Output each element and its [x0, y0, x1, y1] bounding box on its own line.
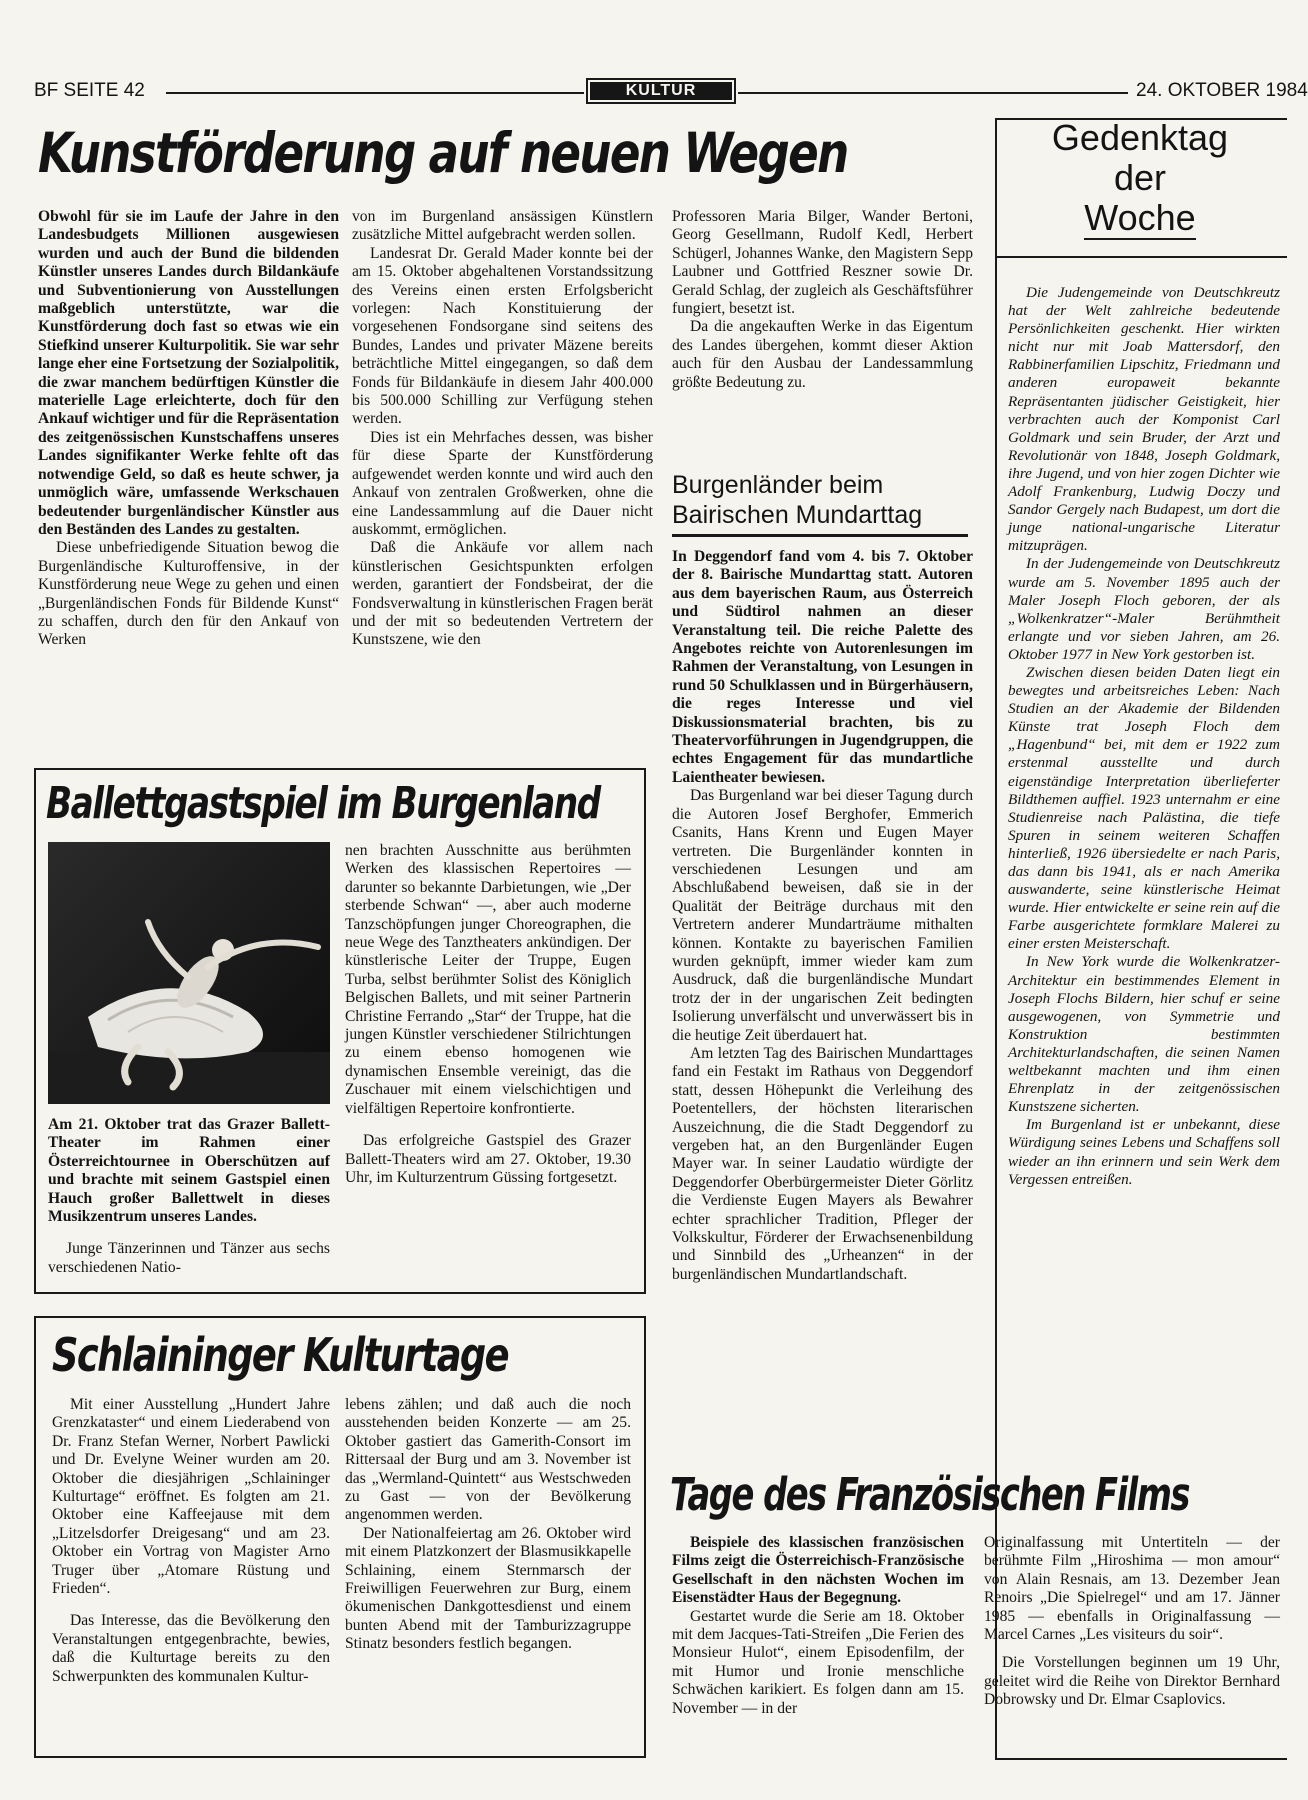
films-col1	[672, 1534, 964, 1718]
main-headline: Kunstförderung auf neuen Wegen	[38, 121, 848, 185]
paragraph: Am letzten Tag des Bairischen Mundarttages fand ein Festakt im Rathaus von Deggendorf statt, dessen Höhepunkt die Verleihung des Poetentellers, der höchsten literarischen Auszeichnung, die die Stadt Deggendorf zu vergeben hat, an den Burgenländer Eugen Mayer war. In seiner Laudatio würdigte der Deggendorfer Oberbürgermeister Dieter Görlitz die Verdienste Eugen Mayers als Bewahrer echter sprachlicher Tradition, Pfleger der Volkskultur, Förderer der Erwachsenenbildung und Sinnbild des „Urheanzen“ in der burgenländischen Mundartlandschaft.	[672, 1044, 973, 1283]
paragraph: lebens zählen; und daß auch die noch ausstehenden beiden Konzerte — am 25. Oktober gastiert das Gamerith-Consort im Rittersaal der Burg und am 3. November ist das „Wermland-Quintett“ aus Westschweden zu Gast — von der Bevölkerung angenommen werden.	[345, 1396, 631, 1524]
section-badge	[586, 78, 736, 104]
main-article-col2	[352, 208, 653, 650]
ballett-col1	[48, 1116, 330, 1277]
mundart-title-line2: Bairischen Mundarttag	[672, 501, 923, 529]
films-headline: Tage des Französischen Films	[670, 1468, 1189, 1521]
mundart-lead: In Deggendorf fand vom 4. bis 7. Oktober der 8. Bairische Mundarttag statt. Autoren aus dem bayerischen Raum, aus Österreich und Südtirol nahmen an dieser Veranstaltung teil. Die reiche Palette des Angebotes reichte von Autorenlesungen im Rahmen der Veranstaltung, von Lesungen in rund 50 Schulklassen und in Bürgerhäusern, die reges Interesse und viel Diskussionsmaterial brachten, bis zu Theatervorführungen in Jugendgruppen, die echtes Engagement für das mundartliche Laientheater bewiesen.	[672, 548, 973, 786]
section-title: KULTUR	[590, 82, 732, 100]
paragraph: von im Burgenland ansässigen Künstlern zusätzliche Mittel aufgebracht werden sollen.	[352, 208, 653, 244]
paragraph: Da die angekauften Werke in das Eigentum des Landes übergehen, kommt dieser Aktion auch für den Ausbau der Landessammlung größte Bedeutung zu.	[672, 318, 973, 391]
paragraph: Diese unbefriedigende Situation bewog die Burgenländische Kulturoffensive, in der Kunstförderung neue Wege zu gehen und einen „Burgenländischen Fonds für Bildende Kunst“ zu schaffen, durch den für den Ankauf von Werken	[38, 539, 339, 649]
paragraph: nen brachten Ausschnitte aus berühmten Werken des klassischen Repertoires — darunter so bekannte Darbietungen, wie „Der sterbende Schwan“ —, aber auch moderne Tanzschöpfungen junger Choreographen, die neue Wege des Tanztheaters ankündigen. Der künstlerische Leiter der Truppe, Eugen Turba, selbst berühmter Solist des Königlich Belgischen Ballets, und mit seiner Partnerin Christine Ferrando „Star“ der Truppe, hat die jungen Künstler verschiedener Stilrichtungen zu einem ebenso homogenen wie dynamischen Ensemble vereinigt, das die Zuschauer mit einem vielschichtigen und vielfältigen Repertoire konfrontierte.	[345, 842, 631, 1117]
films-lead: Beispiele des klassischen französischen Films zeigt die Österreichisch-Französische Gesellschaft in den nächsten Wochen im Eisenstädter Haus der Begegnung.	[672, 1534, 964, 1607]
paragraph: Professoren Maria Bilger, Wander Bertoni, Georg Gesellmann, Rudolf Kedl, Herbert Schügerl, Johannes Wanke, den Magistern Sepp Laubner und Gottfried Reszner sowie Dr. Gerald Schlag, der zugleich als Geschäftsführer fungiert, besetzt ist.	[672, 208, 973, 318]
paragraph: Das Burgenland war bei dieser Tagung durch die Autoren Josef Berghofer, Emmerich Csanits, Hans Krenn und Eugen Mayer vertreten. Die Burgenländer konnten in verschiedenen Lesungen und am Abschlußabend beweisen, daß sie in der Qualität der Beiträge durchaus mit den Vertretern anderer Mundarträume mithalten können. Kontakte zu bayerischen Familien wurden geknüpft, immer wieder kam zum Ausdruck, daß die burgenländische Mundart trotz der in der ungarischen Zeit bedingten Isolierung unverfälscht und unverwässert bis in die heutige Zeit überdauert hat.	[672, 787, 973, 1044]
issue-date: 24. OKTOBER 1984	[1136, 80, 1308, 101]
paragraph: Daß die Ankäufe vor allem nach künstlerischen Gesichtspunkten erfolgen werden, garantiert der Fondsbeirat, der die Fondsverwaltung in künstlerischen Fragen berät und der mit so bedeutenden Vertretern der Kunstszene, wie den	[352, 539, 653, 649]
paragraph: Originalfassung mit Untertiteln — der berühmte Film „Hiroshima — mon amour“ von Alain Resnais, am 13. Dezember Jean Renoirs „Die Spielregel“ und am 17. Jänner 1985 — ebenfalls in Originalfassung — Marcel Carnes „Les visiteurs du soir“.	[984, 1534, 1280, 1644]
ballett-photo	[48, 842, 330, 1104]
schlaining-headline: Schlaininger Kulturtage	[52, 1328, 509, 1382]
gedenktag-body	[1008, 284, 1280, 1189]
main-article-col1	[38, 208, 339, 650]
schlaining-col2	[345, 1396, 631, 1654]
main-article-col3	[672, 208, 973, 392]
mundart-heading	[672, 470, 972, 537]
paragraph: Junge Tänzerinnen und Tänzer aus sechs verschiedenen Natio-	[48, 1240, 330, 1276]
paragraph: Zwischen diesen beiden Daten liegt ein bewegtes und arbeitsreiches Leben: Nach Studien an der Akademie der Bildenden Künste trat Joseph Floch dem „Hagenbund“ bei, mit dem er 1922 zum erstenmal ausstellte und durch eigenständige Interpretation überlieferter Bildthemen auffiel. 1923 unternahm er eine Studienreise nach Palästina, die tiefe Spuren in seinem weiteren Schaffen hinterließ, 1926 übersiedelte er nach Paris, das dann bis 1941, als er nach Amerika auswanderte, seine künstlerische Heimat wurde. Hier entwickelte er seine rein auf die Farbe ausgerichtete formklare Malerei zu einer ersten Meisterschaft.	[1008, 663, 1280, 953]
page-header	[34, 78, 1308, 108]
page-label: BF SEITE 42	[34, 80, 145, 101]
paragraph: Mit einer Ausstellung „Hundert Jahre Grenzkataster“ und einem Liederabend von Dr. Franz Stefan Werner, Norbert Pawlicki und Dr. Evelyne Weiner wurden am 20. Oktober die diesjährigen „Schlaininger Kulturtage“ eröffnet. Es folgten am 21. Oktober eine Kaffeejause mit dem „Litzelsdorfer Dreigesang“ und am 23. Oktober ein Vortrag von Magister Arno Truger über „Atomare Rüstung und Frieden“.	[52, 1396, 330, 1598]
paragraph: In der Judengemeinde von Deutschkreutz wurde am 5. November 1895 auch der Maler Joseph Floch geboren, der als „Wolkenkratzer“-Maler Berühmtheit erlangte und vor sieben Jahren, am 26. Oktober 1977 in New York gestorben ist.	[1008, 555, 1280, 663]
paragraph: Die Vorstellungen beginnen um 19 Uhr, geleitet wird die Reihe von Direktor Bernhard Dobrowsky und Dr. Elmar Csaplovics.	[984, 1654, 1280, 1709]
paragraph: Landesrat Dr. Gerald Mader konnte bei der am 15. Oktober abgehaltenen Vorstandssitzung des Vereins einen ersten Erfolgsbericht vorlegen: Nach Konstituierung der vorgesehenen Fondsorgane sind seitens des Bundes, Landes und privater Mäzene bereits beträchtliche Mittel eingegangen, so daß dem Fonds für Bildankäufe in diesem Jahr 400.000 bis 500.000 Schilling zur Verfügung stehen werden.	[352, 244, 653, 428]
header-rule-left	[166, 92, 584, 94]
ballett-lead: Am 21. Oktober trat das Grazer Ballett-Theater im Rahmen einer Österreichtournee in Oberschützen auf und brachte mit seinem Gastspiel einen Hauch großer Ballettwelt in dieses Musikzentrum unseres Landes.	[48, 1116, 330, 1226]
paragraph: Der Nationalfeiertag am 26. Oktober wird mit einem Platzkonzert der Blasmusikkapelle Schlaining, einem Sternmarsch der Freiwilligen Feuerwehren zur Burg, einem ökumenischen Dankgottesdienst und einem bunten Abend mit der Tamburizzagruppe Stinatz besonders festlich begangen.	[345, 1524, 631, 1653]
ballett-headline: Ballettgastspiel im Burgenland	[46, 778, 600, 829]
paragraph: Die Judengemeinde von Deutschkreutz hat der Welt zahlreiche bedeutende Persönlichkeiten geschenkt. Hier wirkten nicht nur mit Joab Mattersdorf, den Rabbinerfamilien Lipschitz, Friedmann und anderen europaweit bekannte Repräsentanten jüdischer Geistigkeit, hier verbrachten auch der Komponist Carl Goldmark und sein Bruder, der Arzt und Revolutionär von 1848, Joseph Goldmark, ihre Jugend, und von hier zogen Dichter wie Adolf Frankenburg, Ludwig Doczy und Sandor Gergely nach Budapest, um dort die junge national-ungarische Literatur mitzuprägen.	[1008, 284, 1280, 555]
mundart-title-rule	[672, 534, 968, 537]
ballerina-image	[48, 842, 330, 1104]
ballett-col2	[345, 842, 631, 1187]
header-rule-right	[738, 92, 1128, 94]
paragraph: Das Interesse, das die Bevölkerung den Veranstaltungen entgegenbrachte, bewies, daß die Kulturtage bereits zu den Schwerpunkten des kommunalen Kultur-	[52, 1612, 330, 1685]
gedenktag-title-line1: Gedenktag	[1051, 117, 1229, 158]
paragraph: Dies ist ein Mehrfaches dessen, was bisher für diese Sparte der Kunstförderung aufgewendet werden konnte und wird auch den Ankauf von zentralen Großwerken, ohne die eine Landessammlung auf die Dauer nicht auskommt, ermöglichen.	[352, 428, 653, 538]
films-col2	[984, 1534, 1280, 1710]
paragraph: Gestartet wurde die Serie am 18. Oktober mit dem Jacques-Tati-Streifen „Die Ferien des Monsieur Hulot“, einem Episodenfilm, der mit Humor und Ironie menschliche Schwächen karikiert. Es folgen dann am 15. November — in der	[672, 1607, 964, 1717]
gedenktag-title-line3: Woche	[1084, 197, 1196, 238]
paragraph: Im Burgenland ist er unbekannt, diese Würdigung seines Lebens und Schaffens soll wieder an ihn erinnern und sein Werk dem Vergessen entreißen.	[1008, 1116, 1280, 1188]
mundart-body	[672, 548, 973, 1284]
schlaining-col1	[52, 1396, 330, 1686]
mundart-title-line1: Burgenländer beim	[672, 471, 884, 499]
gedenktag-heading	[1000, 118, 1280, 240]
gedenktag-title-line2: der	[1113, 157, 1167, 198]
gedenktag-rule	[995, 256, 1287, 258]
main-article-lead: Obwohl für sie im Laufe der Jahre in den Landesbudgets Millionen ausgewiesen wurden und auch der Bund die bildenden Künstler unseres Landes durch Bildankäufe und Subventionierung von Ausstellungen maßgeblich unterstützte, war die Kunstförderung doch fast so etwas wie ein Stiefkind unserer Kulturpolitik. Sie war sehr lange eher eine Fortsetzung der Sozialpolitik, die zwar manchem bedürftigen Künstler die materielle Lage erleichterte, doch für den Ankauf wichtiger und für die Repräsentation des zeitgenössischen Kunstschaffens unseres Landes signifikanter Werke fehlte oft das notwendige Geld, so daß es heute schwer, ja unmöglich wäre, umfassende Werkschauen bedeutender burgenländischer Künstler aus den Beständen des Landes zu gestalten.	[38, 208, 339, 538]
paragraph: Das erfolgreiche Gastspiel des Grazer Ballett-Theaters wird am 27. Oktober, 19.30 Uhr, im Kulturzentrum Güssing fortgesetzt.	[345, 1132, 631, 1186]
paragraph: In New York wurde die Wolkenkratzer-Architektur ein bestimmendes Element in Joseph Flochs Bildern, hier schuf er seine ausgewogenen, von Symmetrie und Konstruktion bestimmten Architekturlandschaften, die seinen Namen weltbekannt machten und ihm einen Ehrenplatz in der zeitgenössischen Kunstszene sicherten.	[1008, 953, 1280, 1116]
